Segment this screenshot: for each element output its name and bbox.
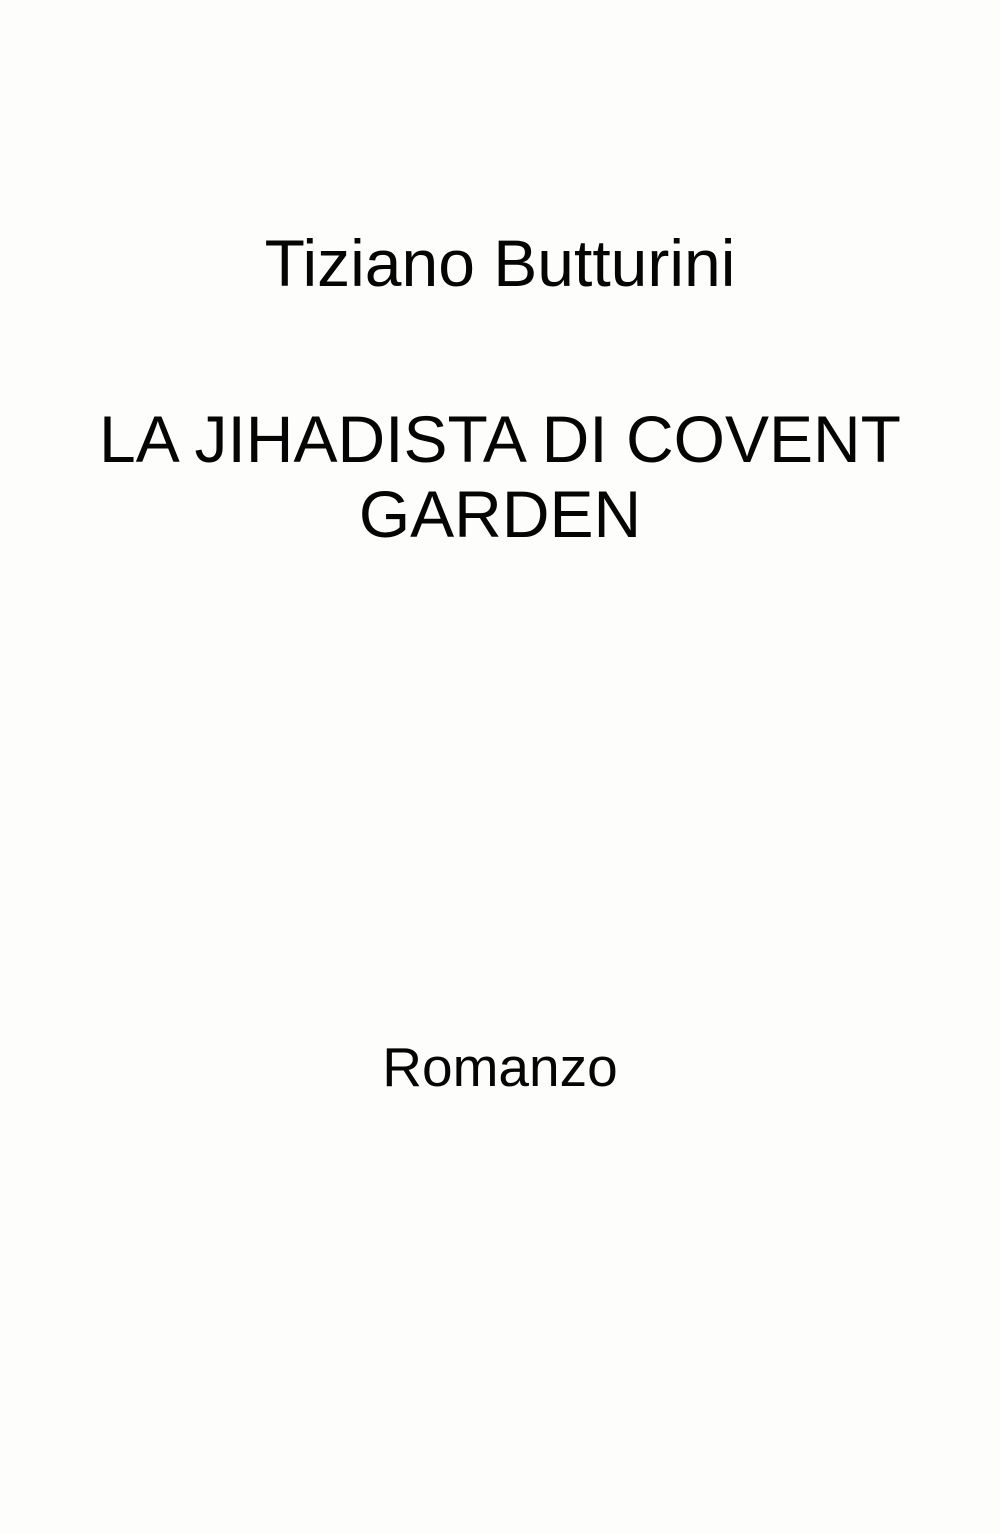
genre-label: Romanzo <box>382 1036 618 1098</box>
book-title: LA JIHADISTA DI COVENT GARDEN <box>99 402 901 552</box>
author-name: Tiziano Butturini <box>264 226 736 300</box>
